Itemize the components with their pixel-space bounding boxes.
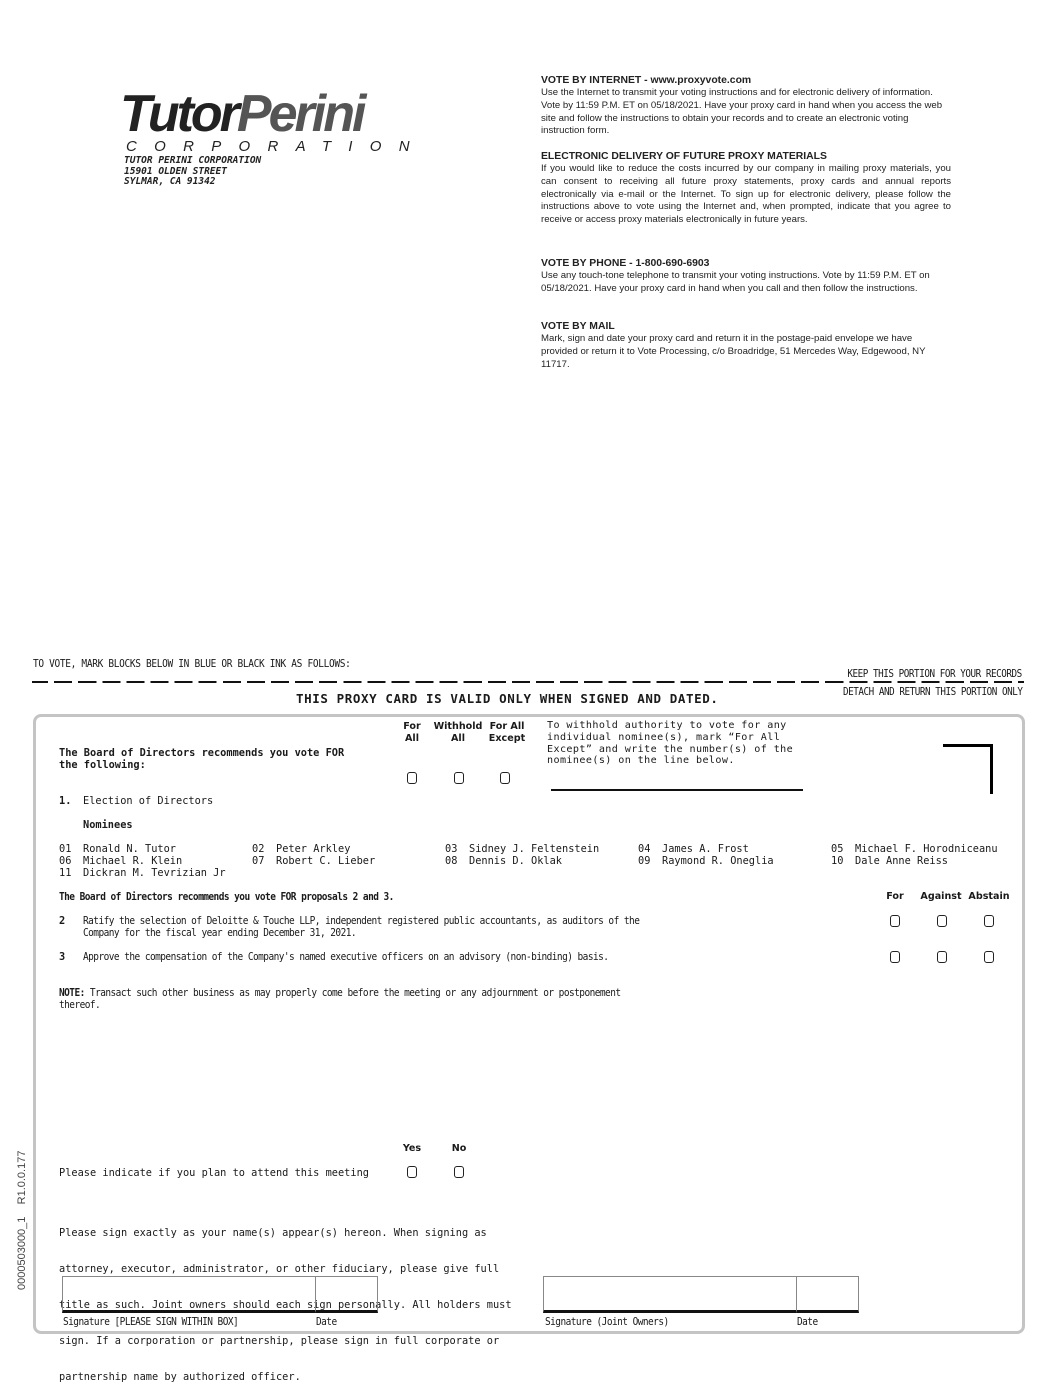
withhold-all-checkbox[interactable] bbox=[454, 772, 464, 784]
withhold-instructions: To withhold authority to vote for any individual nominee(s), mark “For All Except” and write the number(s) of the nominee(s) on the line below. bbox=[547, 720, 794, 767]
header-withhold-all: Withhold All bbox=[433, 721, 483, 744]
vote-phone-body: Use any touch-tone telephone to transmit your voting instructions. Vote by 11:59 P.M. ET on 05/18/2021. Have your proxy card in hand when you call and then follow the instructions. bbox=[541, 270, 930, 294]
registration-mark bbox=[943, 744, 993, 794]
proposal-2-for-checkbox[interactable] bbox=[890, 915, 900, 927]
electronic-delivery-section bbox=[541, 150, 951, 227]
vote-internet-heading: VOTE BY INTERNET - www.proxyvote.com bbox=[541, 75, 752, 86]
nominee-name: Raymond R. Oneglia bbox=[662, 855, 774, 867]
nominee-name: Dickran M. Tevrizian Jr bbox=[83, 867, 226, 879]
attend-no-header: No bbox=[451, 1143, 467, 1154]
address-line: TUTOR PERINI CORPORATION bbox=[124, 155, 262, 166]
signature-box[interactable] bbox=[62, 1276, 316, 1313]
date-box[interactable] bbox=[315, 1276, 378, 1313]
vote-by-phone-section bbox=[541, 257, 951, 296]
document-control-code: 0000503000_1 R1.0.0.177 bbox=[16, 1150, 28, 1290]
mark-instructions: TO VOTE, MARK BLOCKS BELOW IN BLUE OR BLACK INK AS FOLLOWS: bbox=[33, 658, 351, 670]
nominee-name: Michael R. Klein bbox=[83, 855, 183, 867]
nominee-number: 11 bbox=[59, 867, 72, 879]
proposal-2-abstain-checkbox[interactable] bbox=[984, 915, 994, 927]
vote-by-mail-section bbox=[541, 320, 951, 371]
company-logo bbox=[120, 86, 363, 142]
address-line: SYLMAR, CA 91342 bbox=[124, 176, 216, 187]
proposal-3-abstain-checkbox[interactable] bbox=[984, 951, 994, 963]
signing-instructions: Please sign exactly as your name(s) appear(s) hereon. When signing as attorney, executor, administrator, or other fiduciary, please give full title as such. Joint owners should each sign personally. All holders must sign. If a corporation or partnership, please sign in full corporate or partnership name by authorized officer. bbox=[59, 1227, 512, 1383]
item-1-number: 1. bbox=[59, 795, 72, 807]
proposal-2-number: 2 bbox=[59, 915, 66, 927]
logo-word-tutor: Tutor bbox=[120, 85, 237, 143]
company-address bbox=[124, 156, 261, 188]
nominee-number: 04 bbox=[638, 843, 651, 855]
nominee-name: Peter Arkley bbox=[276, 843, 351, 855]
nominee-number: 03 bbox=[445, 843, 458, 855]
nominee-number: 08 bbox=[445, 855, 458, 867]
attend-meeting-label: Please indicate if you plan to attend this meeting bbox=[59, 1167, 369, 1179]
vote-internet-body: Use the Internet to transmit your voting instructions and for electronic delivery of information. Vote by 11:59 P.M. ET on 05/18/2021. Have your proxy card in hand when you access the web site and follow the instructions to obtain your records and to create an electronic voting instruction form. bbox=[541, 87, 943, 137]
date-label: Date bbox=[316, 1316, 337, 1328]
vote-by-internet-section bbox=[541, 74, 951, 138]
header-against: Against bbox=[920, 891, 962, 902]
header-for: For bbox=[886, 891, 904, 902]
valid-notice: THIS PROXY CARD IS VALID ONLY WHEN SIGNED AND DATED. bbox=[296, 691, 719, 706]
proposal-2-against-checkbox[interactable] bbox=[937, 915, 947, 927]
proposal-3-number: 3 bbox=[59, 951, 66, 963]
signature-label: Signature [PLEASE SIGN WITHIN BOX] bbox=[63, 1316, 239, 1328]
nominee-number: 10 bbox=[831, 855, 844, 867]
nominee-number: 09 bbox=[638, 855, 651, 867]
electronic-delivery-body: If you would like to reduce the costs incurred by our company in mailing proxy materials, you can consent to receiving all future proxy statements, proxy cards and annual reports electronically via e-mail or the Internet. To sign up for electronic delivery, please follow the instructions above to vote using the Internet and, when prompted, indicate that you agree to receive or access proxy materials electronically in future years. bbox=[541, 163, 951, 226]
nominees-label: Nominees bbox=[83, 819, 133, 831]
for-all-except-checkbox[interactable] bbox=[500, 772, 510, 784]
nominee-name: Michael F. Horodniceanu bbox=[855, 843, 998, 855]
item-1-label: Election of Directors bbox=[83, 795, 214, 807]
attend-no-checkbox[interactable] bbox=[454, 1166, 464, 1178]
proposal-3-for-checkbox[interactable] bbox=[890, 951, 900, 963]
logo-subtitle: CORPORATION bbox=[126, 138, 427, 155]
joint-signature-label: Signature (Joint Owners) bbox=[545, 1316, 669, 1328]
header-abstain: Abstain bbox=[968, 891, 1010, 902]
proposal-2-text: Ratify the selection of Deloitte & Touche LLP, independent registered public accountants, as auditors of the Company for the fiscal year ending December 31, 2021. bbox=[83, 915, 640, 939]
board-recommendation-directors: The Board of Directors recommends you vote FOR the following: bbox=[59, 747, 345, 771]
vote-mail-body: Mark, sign and date your proxy card and return it in the postage-paid envelope we have provided or return it to Vote Processing, c/o Broadridge, 51 Mercedes Way, Edgewood, NY 11717. bbox=[541, 333, 926, 370]
proposal-3-against-checkbox[interactable] bbox=[937, 951, 947, 963]
note-text: NOTE: Transact such other business as may properly come before the meeting or any adjournment or postponement thereof. bbox=[59, 987, 621, 1011]
joint-signature-box[interactable] bbox=[543, 1276, 797, 1313]
proposal-3-text: Approve the compensation of the Company's named executive officers on an advisory (non-binding) basis. bbox=[83, 951, 609, 963]
detach-return-label: DETACH AND RETURN THIS PORTION ONLY bbox=[842, 686, 1022, 698]
for-all-checkbox[interactable] bbox=[407, 772, 417, 784]
attend-yes-header: Yes bbox=[402, 1143, 422, 1154]
address-line: 15901 OLDEN STREET bbox=[124, 165, 227, 177]
logo-word-perini: Perini bbox=[236, 85, 364, 143]
vote-mail-heading: VOTE BY MAIL bbox=[541, 321, 615, 332]
nominee-number: 01 bbox=[59, 843, 72, 855]
nominee-number: 06 bbox=[59, 855, 72, 867]
joint-date-label: Date bbox=[797, 1316, 818, 1328]
nominee-number: 07 bbox=[252, 855, 265, 867]
board-recommendation-proposals: The Board of Directors recommends you vote FOR proposals 2 and 3. bbox=[59, 891, 394, 903]
nominee-name: Dale Anne Reiss bbox=[855, 855, 948, 867]
attend-yes-checkbox[interactable] bbox=[407, 1166, 417, 1178]
vote-phone-heading: VOTE BY PHONE - 1-800-690-6903 bbox=[541, 258, 710, 269]
detach-line bbox=[32, 681, 1024, 683]
nominee-name: Dennis D. Oklak bbox=[469, 855, 562, 867]
nominee-number: 02 bbox=[252, 843, 265, 855]
nominee-name: Ronald N. Tutor bbox=[83, 843, 176, 855]
joint-date-box[interactable] bbox=[796, 1276, 859, 1313]
electronic-delivery-heading: ELECTRONIC DELIVERY OF FUTURE PROXY MATERIALS bbox=[541, 151, 827, 162]
header-for-all: For All bbox=[403, 721, 421, 744]
except-nominee-write-line[interactable] bbox=[551, 789, 803, 791]
nominee-number: 05 bbox=[831, 843, 844, 855]
nominee-name: Robert C. Lieber bbox=[276, 855, 376, 867]
header-for-all-except: For All Except bbox=[488, 721, 526, 744]
nominee-name: Sidney J. Feltenstein bbox=[469, 843, 600, 855]
keep-portion-label: KEEP THIS PORTION FOR YOUR RECORDS bbox=[847, 668, 1022, 680]
nominee-name: James A. Frost bbox=[662, 843, 749, 855]
